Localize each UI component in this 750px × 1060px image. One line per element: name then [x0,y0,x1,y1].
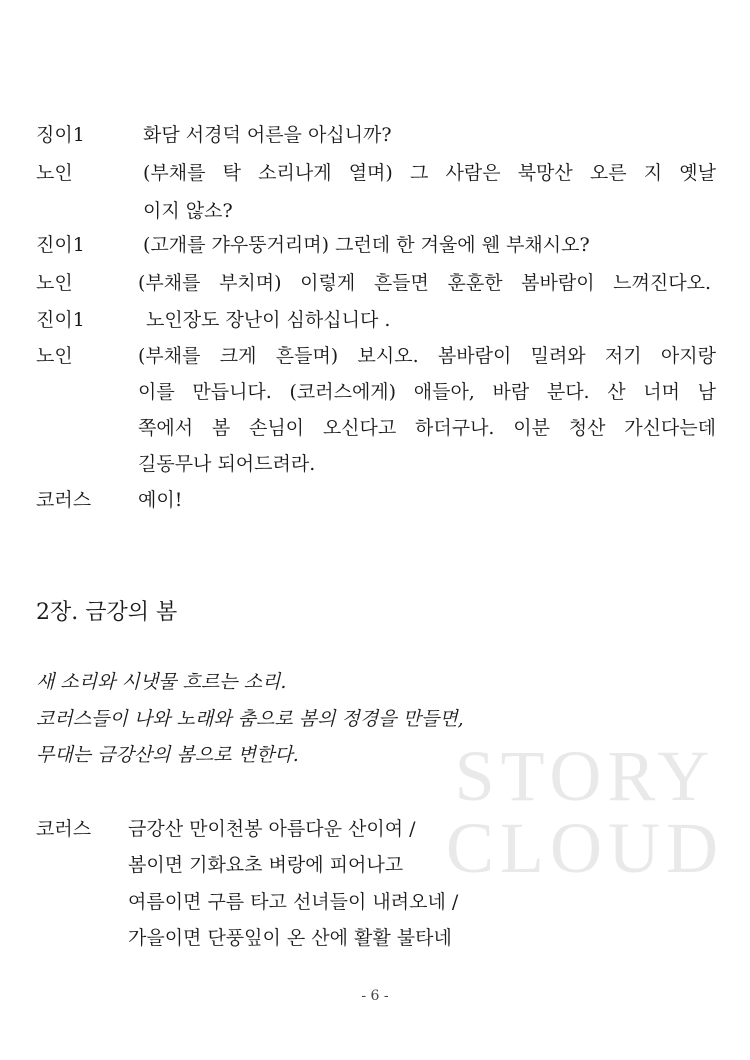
dialogue-line: 쪽에서 봄 손님이 오신다고 하더구나. 이분 청산 가신다는데 [138,417,716,439]
dialogue-line: (부채를 크게 흔들며) 보시오. 봄바람이 밀려와 저기 아지랑 [138,345,716,367]
section-heading: 2장. 금강의 봄 [36,600,178,625]
chorus-line: 가을이면 단풍잎이 온 산에 활활 불타네 [128,927,452,949]
dialogue-line: 화담 서경덕 어른을 아십니까? [143,124,392,146]
dialogue-line: 이지 않소? [143,200,233,222]
dialogue-line: (부채를 부치며) 이렇게 흔들면 훈훈한 봄바람이 느껴진다오. [138,272,711,294]
stage-direction: 새 소리와 시냇물 흐르는 소리. [36,671,287,693]
speaker-label: 노인 [36,345,73,367]
stage-direction: 무대는 금강산의 봄으로 변한다. [36,744,299,766]
watermark-line-2: CLOUD [446,808,724,888]
speaker-label: 징이1 [36,124,85,146]
dialogue-line: (부채를 탁 소리나게 열며) 그 사람은 북망산 오른 지 옛날 [143,162,716,184]
speaker-label: 진이1 [36,234,85,256]
story-cloud-watermark [425,736,745,888]
dialogue-line: 노인장도 장난이 심하십니다 . [146,309,391,331]
watermark-line-1: STORY [454,736,716,816]
dialogue-line: 길동무나 되어드려라. [138,453,316,475]
page-number: - 6 - [361,988,389,1004]
chorus-speaker-label: 코러스 [36,818,92,840]
dialogue-line: (고개를 갸우뚱거리며) 그런데 한 겨울에 웬 부채시오? [143,234,590,256]
speaker-label: 노인 [36,272,73,294]
dialogue-line: 예이! [138,489,183,511]
speaker-label: 노인 [36,162,73,184]
dialogue-line: 이를 만듭니다. (코러스에게) 애들아, 바람 분다. 산 너머 남 [138,381,716,403]
stage-direction: 코러스들이 나와 노래와 춤으로 봄의 정경을 만들면, [36,708,464,730]
chorus-line: 봄이면 기화요초 벼랑에 피어나고 [128,854,404,876]
chorus-line: 금강산 만이천봉 아름다운 산이여 / [128,818,416,840]
chorus-line: 여름이면 구름 타고 선녀들이 내려오네 / [128,891,459,913]
speaker-label: 진이1 [36,309,85,331]
speaker-label: 코러스 [36,489,92,511]
